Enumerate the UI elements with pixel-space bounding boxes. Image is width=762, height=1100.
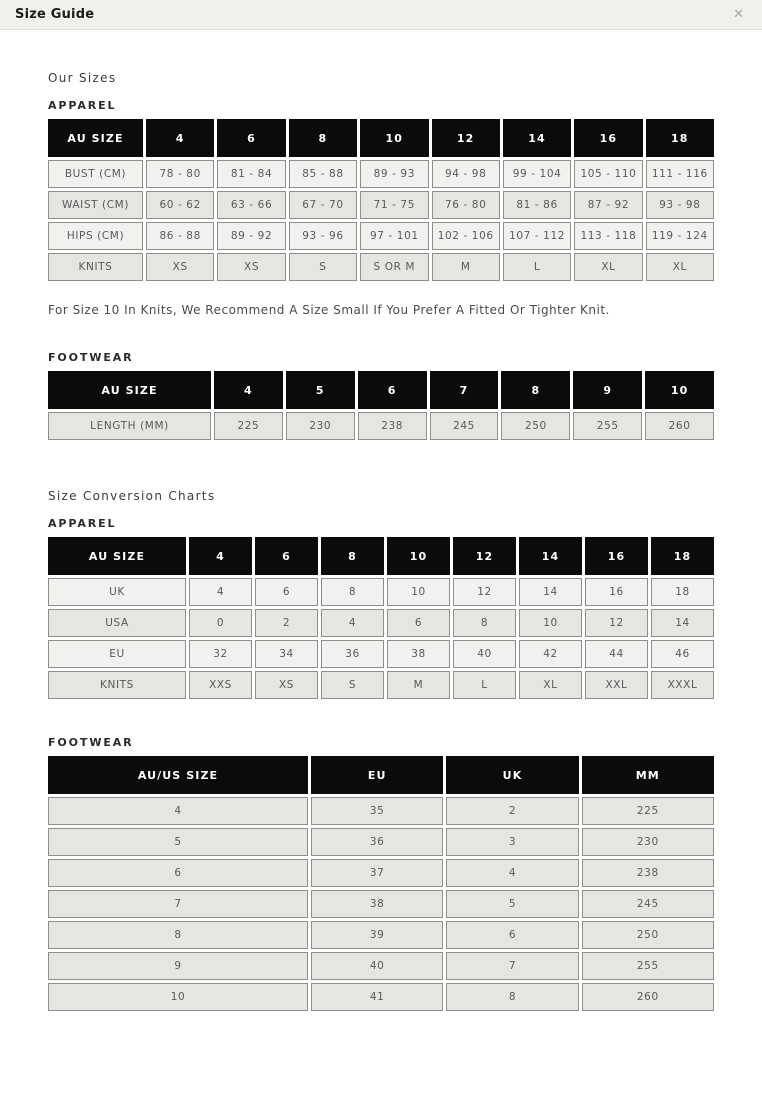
cell-value: 107 - 112 [503,222,571,250]
our-sizes-apparel-label: APPAREL [48,99,117,112]
table-row [48,640,714,668]
cell-value: XL [574,253,642,281]
cell-value: 113 - 118 [574,222,642,250]
cell-value: 238 [582,859,714,887]
column-header: 8 [501,371,570,409]
column-header: 14 [519,537,582,575]
column-header: 12 [432,119,500,157]
cell-value: 4 [446,859,578,887]
cell-value: XL [519,671,582,699]
column-header: 6 [255,537,318,575]
cell-value: L [453,671,516,699]
cell-value: 8 [453,609,516,637]
cell-value: 5 [48,828,308,856]
cell-value: 8 [446,983,578,1011]
cell-value: 111 - 116 [646,160,714,188]
column-header: 8 [321,537,384,575]
cell-value: 238 [358,412,427,440]
knits-size-note: For Size 10 In Knits, We Recommend A Size Small If You Prefer A Fitted Or Tighter Knit. [48,303,610,317]
cell-value: 67 - 70 [289,191,357,219]
cell-value: 119 - 124 [646,222,714,250]
column-header: 18 [651,537,714,575]
cell-value: 81 - 84 [217,160,285,188]
cell-value: 255 [573,412,642,440]
cell-value: 230 [582,828,714,856]
cell-value: 85 - 88 [289,160,357,188]
column-header: 10 [360,119,428,157]
column-header: 16 [574,119,642,157]
column-header: 10 [645,371,714,409]
row-label: USA [48,609,186,637]
cell-value: 81 - 86 [503,191,571,219]
cell-value: 40 [311,952,443,980]
cell-value: 8 [48,921,308,949]
row-label: HIPS (CM) [48,222,143,250]
cell-value: 6 [387,609,450,637]
column-header: 8 [289,119,357,157]
cell-value: XS [146,253,214,281]
our-sizes-footwear-label: FOOTWEAR [48,351,134,364]
column-header: 9 [573,371,642,409]
cell-value: 2 [446,797,578,825]
cell-value: XL [646,253,714,281]
cell-value: XXL [585,671,648,699]
column-header: 4 [214,371,283,409]
column-header: 14 [503,119,571,157]
table-row [48,160,714,188]
cell-value: 10 [48,983,308,1011]
close-icon[interactable]: ✕ [733,7,744,22]
cell-value: 6 [48,859,308,887]
cell-value: 225 [582,797,714,825]
cell-value: 71 - 75 [360,191,428,219]
column-header: 10 [387,537,450,575]
cell-value: L [503,253,571,281]
table-row [48,609,714,637]
cell-value: S [321,671,384,699]
table-row [48,797,714,825]
cell-value: 40 [453,640,516,668]
cell-value: 86 - 88 [146,222,214,250]
cell-value: 12 [585,609,648,637]
row-label: EU [48,640,186,668]
cell-value: 250 [501,412,570,440]
table-row [48,921,714,949]
cell-value: XS [255,671,318,699]
cell-value: 5 [446,890,578,918]
our-sizes-apparel-table [48,119,714,281]
cell-value: 6 [255,578,318,606]
header-row [48,537,714,575]
cell-value: XXS [189,671,252,699]
cell-value: 36 [311,828,443,856]
column-header: AU SIZE [48,537,186,575]
column-header: EU [311,756,443,794]
cell-value: 7 [446,952,578,980]
conversion-footwear-label: FOOTWEAR [48,736,134,749]
column-header: 6 [217,119,285,157]
cell-value: 8 [321,578,384,606]
header-row [48,371,714,409]
cell-value: 16 [585,578,648,606]
cell-value: 93 - 98 [646,191,714,219]
column-header: 16 [585,537,648,575]
cell-value: M [432,253,500,281]
cell-value: 245 [582,890,714,918]
column-header: AU/US SIZE [48,756,308,794]
header-row [48,119,714,157]
cell-value: 102 - 106 [432,222,500,250]
cell-value: 93 - 96 [289,222,357,250]
table-row [48,412,714,440]
conversion-footwear-table [48,756,714,1011]
cell-value: 7 [48,890,308,918]
conversion-apparel-table [48,537,714,699]
cell-value: 230 [286,412,355,440]
column-header: 7 [430,371,499,409]
cell-value: S OR M [360,253,428,281]
table-row [48,859,714,887]
cell-value: 4 [48,797,308,825]
cell-value: 44 [585,640,648,668]
row-label: KNITS [48,253,143,281]
cell-value: 60 - 62 [146,191,214,219]
column-header: 5 [286,371,355,409]
table-row [48,952,714,980]
cell-value: 3 [446,828,578,856]
row-label: WAIST (CM) [48,191,143,219]
table-row [48,222,714,250]
row-label: KNITS [48,671,186,699]
cell-value: M [387,671,450,699]
conversion-charts-heading: Size Conversion Charts [48,489,216,503]
cell-value: 255 [582,952,714,980]
cell-value: 245 [430,412,499,440]
table-row [48,191,714,219]
cell-value: 10 [519,609,582,637]
cell-value: 105 - 110 [574,160,642,188]
cell-value: 250 [582,921,714,949]
column-header: 6 [358,371,427,409]
row-label: BUST (CM) [48,160,143,188]
cell-value: 260 [645,412,714,440]
cell-value: 38 [311,890,443,918]
cell-value: 12 [453,578,516,606]
column-header: AU SIZE [48,371,211,409]
cell-value: 32 [189,640,252,668]
conversion-apparel-label: APPAREL [48,517,117,530]
cell-value: 94 - 98 [432,160,500,188]
our-sizes-heading: Our Sizes [48,71,117,85]
cell-value: 4 [321,609,384,637]
cell-value: 46 [651,640,714,668]
cell-value: 14 [519,578,582,606]
panel-header [0,0,762,30]
column-header: 12 [453,537,516,575]
table-row [48,578,714,606]
cell-value: 76 - 80 [432,191,500,219]
cell-value: 39 [311,921,443,949]
cell-value: 63 - 66 [217,191,285,219]
cell-value: 78 - 80 [146,160,214,188]
cell-value: 34 [255,640,318,668]
cell-value: 2 [255,609,318,637]
table-row [48,983,714,1011]
table-row [48,828,714,856]
cell-value: 87 - 92 [574,191,642,219]
table-row [48,890,714,918]
cell-value: 260 [582,983,714,1011]
panel-title: Size Guide [15,7,95,22]
header-row [48,756,714,794]
cell-value: 36 [321,640,384,668]
table-row [48,253,714,281]
cell-value: 10 [387,578,450,606]
cell-value: XXXL [651,671,714,699]
cell-value: XS [217,253,285,281]
cell-value: 41 [311,983,443,1011]
column-header: UK [446,756,578,794]
cell-value: 18 [651,578,714,606]
column-header: AU SIZE [48,119,143,157]
cell-value: 38 [387,640,450,668]
cell-value: S [289,253,357,281]
row-label: LENGTH (MM) [48,412,211,440]
column-header: 18 [646,119,714,157]
cell-value: 99 - 104 [503,160,571,188]
cell-value: 0 [189,609,252,637]
panel-content [0,71,762,1011]
row-label: UK [48,578,186,606]
cell-value: 225 [214,412,283,440]
cell-value: 89 - 92 [217,222,285,250]
cell-value: 6 [446,921,578,949]
cell-value: 9 [48,952,308,980]
cell-value: 4 [189,578,252,606]
cell-value: 35 [311,797,443,825]
cell-value: 42 [519,640,582,668]
cell-value: 37 [311,859,443,887]
cell-value: 97 - 101 [360,222,428,250]
our-sizes-footwear-table [48,371,714,440]
cell-value: 14 [651,609,714,637]
column-header: MM [582,756,714,794]
column-header: 4 [189,537,252,575]
column-header: 4 [146,119,214,157]
cell-value: 89 - 93 [360,160,428,188]
table-row [48,671,714,699]
